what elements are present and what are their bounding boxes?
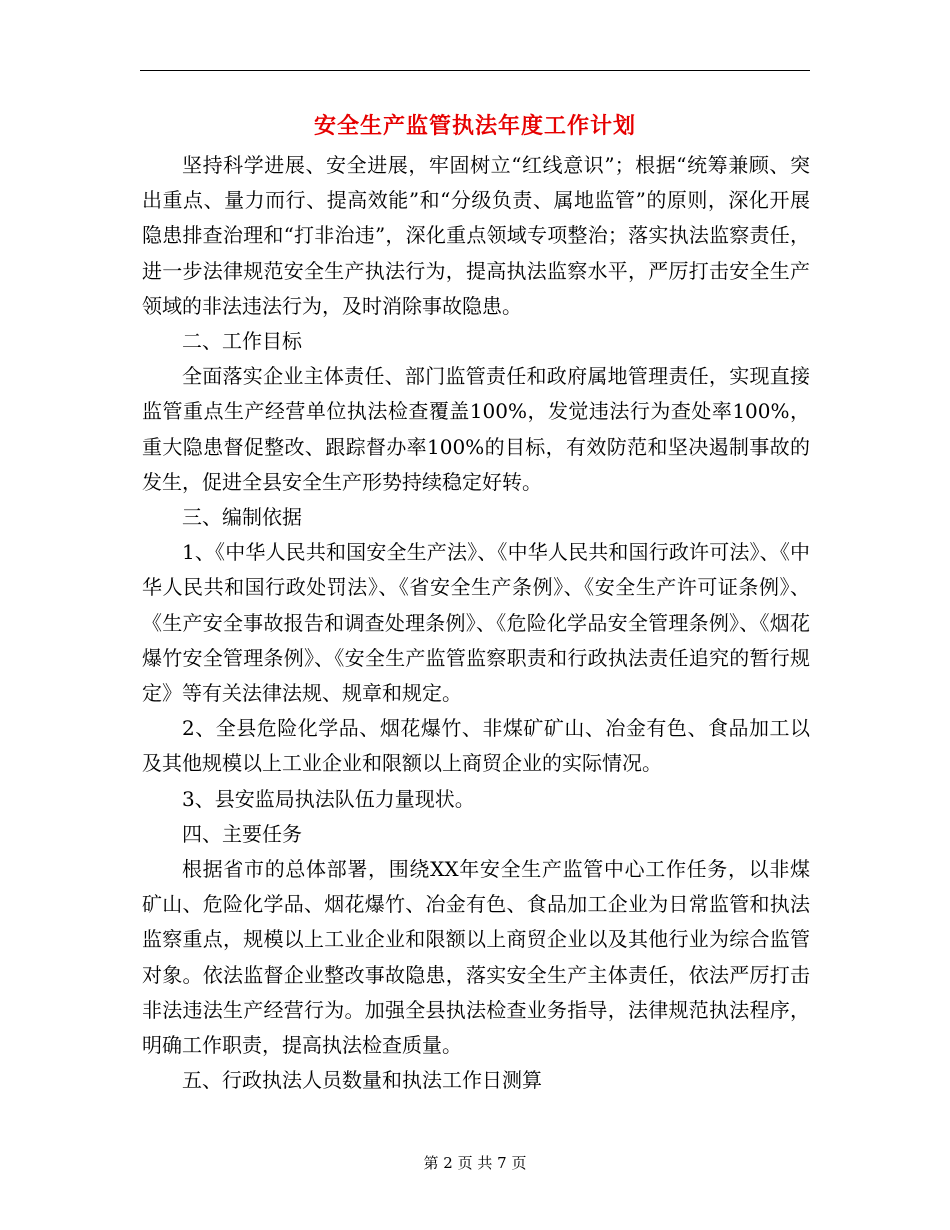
paragraph-main-tasks: 根据省市的总体部署，围绕XX年安全生产监管中心工作任务，以非煤矿山、危险化学品、烟花爆竹、冶金有色、食品加工企业为日常监管和执法监察重点，规模以上工业企业和限额以上商贸企业以及其他行业为综合监管对象。依法监督企业整改事故隐患，落实安全生产主体责任，依法严厉打击非法违法生产经营行为。加强全县执法检查业务指导，法律规范执法程序，明确工作职责，提高执法检查质量。 [142,857,810,1058]
paragraph-intro: 坚持科学进展、安全进展，牢固树立“红线意识”；根据“统筹兼顾、突出重点、量力而行、提高效能”和“分级负责、属地监管”的原则，深化开展隐患排查治理和“打非治违”，深化重点领域专项整治；落实执法监察责任，进一步法律规范安全生产执法行为，提高执法监察水平，严厉打击安全生产领域的非法违法行为，及时消除事故隐患。 [142,153,810,318]
heading-work-goals: 二、工作目标 [182,329,302,354]
header-rule [140,70,810,71]
paragraph-basis-3: 3、县安监局执法队伍力量现状。 [182,786,475,811]
paragraph-basis-2: 2、全县危险化学品、烟花爆竹、非煤矿矿山、冶金有色、食品加工以及其他规模以上工业企业和限额以上商贸企业的实际情况。 [142,716,810,776]
heading-staff-calculation: 五、行政执法人员数量和执法工作日测算 [182,1068,542,1093]
heading-basis: 三、编制依据 [182,505,302,530]
paragraph-work-goals: 全面落实企业主体责任、部门监管责任和政府属地管理责任，实现直接监管重点生产经营单位执法检查覆盖100%，发觉违法行为查处率100%，重大隐患督促整改、跟踪督办率100%的目标，有效防范和坚决遏制事故的发生，促进全县安全生产形势持续稳定好转。 [142,364,810,494]
paragraph-basis-1: 1、《中华人民共和国安全生产法》、《中华人民共和国行政许可法》、《中华人民共和国行政处罚法》、《省安全生产条例》、《安全生产许可证条例》、《生产安全事故报告和调查处理条例》、《危险化学品安全管理条例》、《烟花爆竹安全管理条例》、《安全生产监管监察职责和行政执法责任追究的暂行规定》等有关法律法规、规章和规定。 [142,540,810,706]
heading-main-tasks: 四、主要任务 [182,821,302,846]
page-number: 第 2 页 共 7 页 [423,1154,527,1172]
document-title: 安全生产监管执法年度工作计划 [313,113,636,139]
document-body [142,148,810,1098]
